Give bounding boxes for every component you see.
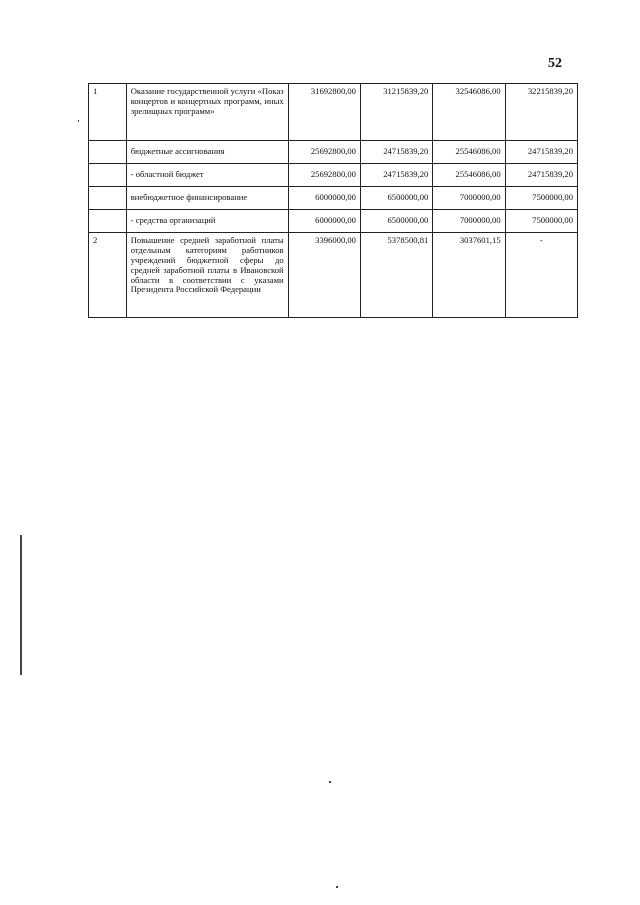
scan-margin-line [20,535,22,675]
row-name: внебюджетное финансирование [126,187,288,210]
value-cell: 5378500,81 [360,233,432,318]
scan-dot [336,886,338,888]
value-cell: 25546086,00 [433,141,505,164]
value-cell: 7000000,00 [433,210,505,233]
table-row [89,233,578,318]
table-row [89,187,578,210]
scan-dot [78,120,79,122]
value-cell: 31215839,20 [360,84,432,141]
row-name: - средства организаций [126,210,288,233]
value-cell: 6000000,00 [288,210,360,233]
value-cell: 24715839,20 [505,141,577,164]
value-cell: - [505,233,577,318]
value-cell: 6500000,00 [360,210,432,233]
table-row [89,84,578,141]
value-cell: 6000000,00 [288,187,360,210]
row-name: - областной бюджет [126,164,288,187]
value-cell: 25692800,00 [288,141,360,164]
value-cell: 32215839,20 [505,84,577,141]
table-row [89,210,578,233]
row-number [89,210,127,233]
value-cell: 6500000,00 [360,187,432,210]
row-number [89,164,127,187]
value-cell: 25546086,00 [433,164,505,187]
row-number: 2 [89,233,127,318]
value-cell: 7500000,00 [505,187,577,210]
row-name: Повышение средней заработной платы отдельным категориям работников учреждений бюджетной сферы до средней заработной платы в Ивановской области в соответствии с указами Президента Российской Федерации [126,233,288,318]
table-row [89,141,578,164]
value-cell: 7500000,00 [505,210,577,233]
budget-table [88,83,578,318]
value-cell: 3037601,15 [433,233,505,318]
row-name: Оказание государственной услуги «Показ концертов и концертных программ, иных зрелищных программ» [126,84,288,141]
value-cell: 24715839,20 [505,164,577,187]
table-row [89,164,578,187]
value-cell: 3396000,00 [288,233,360,318]
row-number: 1 [89,84,127,141]
value-cell: 7000000,00 [433,187,505,210]
row-name: бюджетные ассигнования [126,141,288,164]
page-number: 52 [548,56,562,71]
value-cell: 25692800,00 [288,164,360,187]
value-cell: 24715839,20 [360,141,432,164]
value-cell: 31692800,00 [288,84,360,141]
row-number [89,187,127,210]
value-cell: 32546086,00 [433,84,505,141]
row-number [89,141,127,164]
value-cell: 24715839,20 [360,164,432,187]
scan-dot [329,781,331,783]
